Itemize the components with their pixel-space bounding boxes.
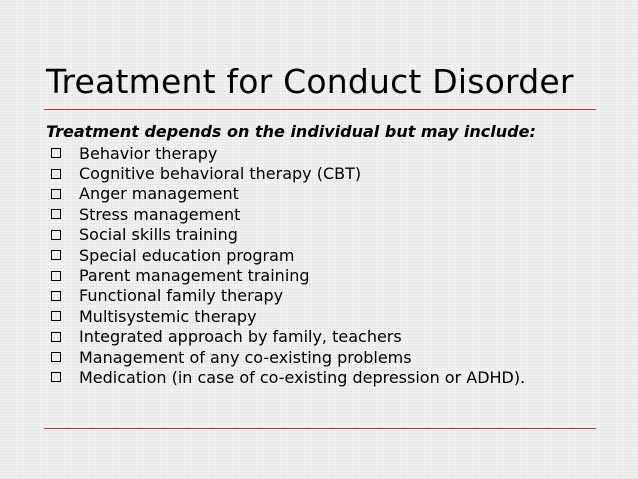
list-item bbox=[46, 327, 525, 347]
empty-square-icon bbox=[51, 250, 61, 260]
list-item-text: Cognitive behavioral therapy (CBT) bbox=[79, 164, 362, 184]
list-item bbox=[46, 306, 525, 326]
empty-square-icon bbox=[51, 169, 61, 179]
list-item-text: Special education program bbox=[79, 245, 295, 265]
list-item-text: Stress management bbox=[79, 204, 241, 224]
list-item-text: Management of any co-existing problems bbox=[79, 347, 412, 367]
list-item bbox=[46, 367, 525, 387]
empty-square-icon bbox=[51, 311, 61, 321]
empty-square-icon bbox=[51, 148, 61, 158]
empty-square-icon bbox=[51, 352, 61, 362]
footer-divider bbox=[44, 428, 596, 429]
empty-square-icon bbox=[51, 291, 61, 301]
empty-square-icon bbox=[51, 209, 61, 219]
list-item-text: Medication (in case of co-existing depression or ADHD). bbox=[79, 367, 526, 387]
list-item-text: Parent management training bbox=[79, 266, 310, 286]
intro-text: Treatment depends on the individual but may include: bbox=[46, 122, 536, 141]
list-item-text: Integrated approach by family, teachers bbox=[79, 327, 402, 347]
list-item bbox=[46, 265, 525, 285]
slide-title: Treatment for Conduct Disorder bbox=[46, 62, 574, 101]
list-item bbox=[46, 163, 525, 183]
list-item bbox=[46, 225, 525, 245]
list-item bbox=[46, 204, 525, 224]
list-item-text: Behavior therapy bbox=[79, 143, 218, 163]
list-item bbox=[46, 286, 525, 306]
empty-square-icon bbox=[51, 271, 61, 281]
list-item-text: Anger management bbox=[79, 184, 239, 204]
list-item bbox=[46, 347, 525, 367]
list-item bbox=[46, 143, 525, 163]
title-divider bbox=[44, 109, 596, 110]
list-item bbox=[46, 245, 525, 265]
bullet-list bbox=[46, 143, 525, 388]
empty-square-icon bbox=[51, 189, 61, 199]
list-item-text: Functional family therapy bbox=[79, 286, 284, 306]
empty-square-icon bbox=[51, 230, 61, 240]
list-item bbox=[46, 184, 525, 204]
empty-square-icon bbox=[51, 372, 61, 382]
list-item-text: Multisystemic therapy bbox=[79, 306, 257, 326]
list-item-text: Social skills training bbox=[79, 225, 238, 245]
empty-square-icon bbox=[51, 332, 61, 342]
